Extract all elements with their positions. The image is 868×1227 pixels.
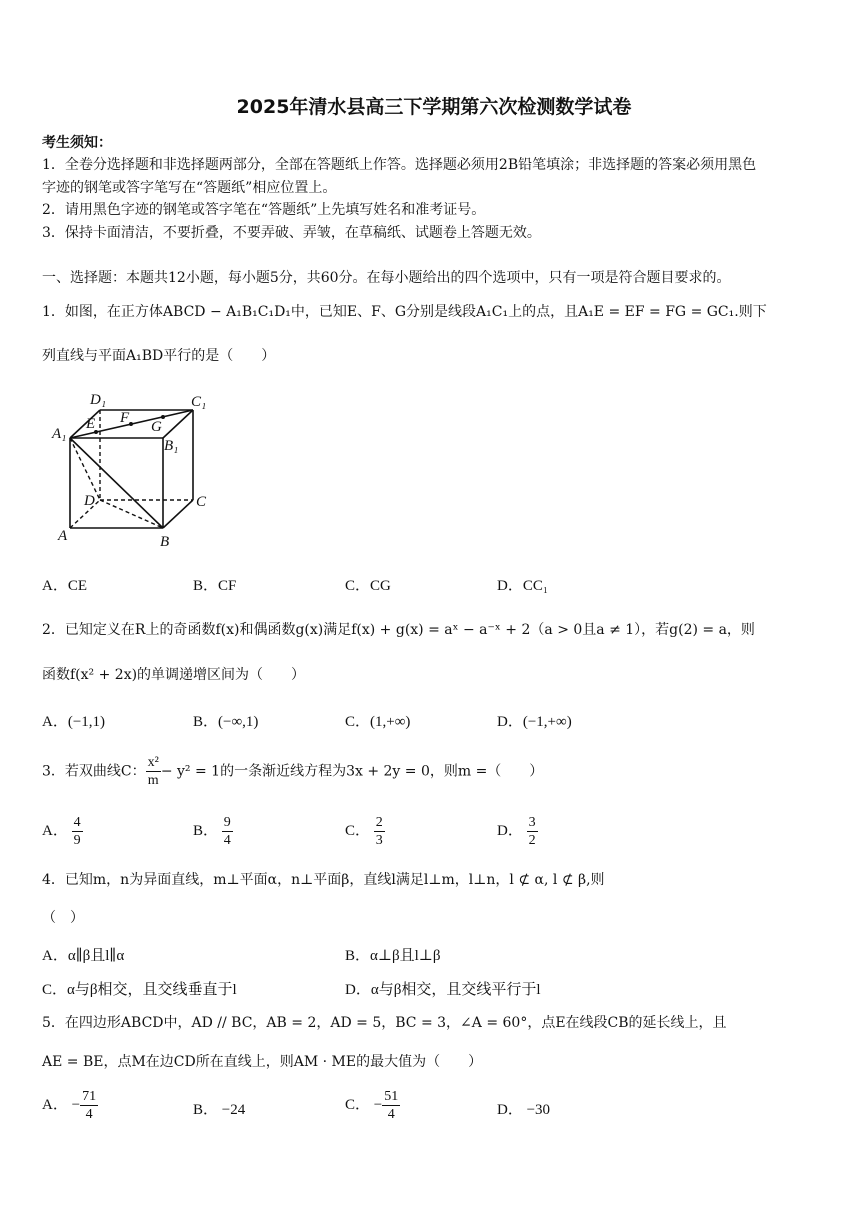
label-b1: B₁ — [164, 438, 179, 454]
q3-fraction — [146, 754, 161, 789]
q3-prefix: 3．若双曲线C： — [42, 763, 146, 780]
q5-option-c[interactable] — [345, 1088, 400, 1123]
q1-option-b[interactable]: B．CF — [193, 578, 237, 594]
notice-item: 字迹的钢笔或答字笔写在“答题纸”相应位置上。 — [42, 180, 337, 196]
q2-option-b[interactable]: B．(−∞,1) — [193, 714, 259, 730]
option-fraction — [80, 1088, 98, 1123]
frac-num: 9 — [223, 815, 231, 830]
q5-option-b[interactable] — [193, 1098, 245, 1119]
frac-den: 4 — [85, 1107, 93, 1122]
q3-option-b[interactable] — [193, 814, 233, 849]
option-label: D． — [497, 1102, 523, 1118]
label-d1: D₁ — [90, 392, 107, 408]
q2-option-c[interactable]: C．(1,+∞) — [345, 714, 411, 730]
option-fraction — [222, 814, 233, 849]
q4-option-c[interactable]: C．α与β相交，且交线垂直于l — [42, 982, 237, 998]
q2-stem-line1: 2．已知定义在R上的奇函数f(x)和偶函数g(x)满足f(x) + g(x) = aˣ − a⁻ˣ + 2（a > 0且a ≠ 1），若g(2) = a，则 — [42, 622, 755, 638]
q4-option-a[interactable]: A．α∥β且l∥α — [42, 948, 125, 964]
label-f: F — [120, 410, 130, 426]
q4-stem-line2: （ ） — [42, 910, 84, 926]
option-sign: − — [373, 1096, 383, 1113]
q3-option-a[interactable] — [42, 814, 83, 849]
label-c1: C₁ — [191, 394, 207, 410]
frac-den: 3 — [375, 833, 383, 848]
q3-suffix: − y² = 1的一条渐近线方程为3x + 2y = 0，则m =（ ） — [160, 763, 544, 780]
segment-bd-hidden — [100, 500, 163, 528]
edge-bc — [163, 500, 193, 528]
q3-stem — [42, 754, 543, 789]
label-a: A — [58, 528, 68, 544]
option-label: C． — [345, 1096, 371, 1113]
frac-num: 3 — [528, 815, 536, 830]
option-fraction — [72, 814, 83, 849]
q1-option-d[interactable]: D．CC₁ — [497, 578, 549, 594]
notice-item: 1．全卷分选择题和非选择题两部分，全部在答题纸上作答。选择题必须用2B铅笔填涂；非选择题的答案必须用黑色 — [42, 157, 757, 173]
q2-option-a[interactable]: A．(−1,1) — [42, 714, 106, 730]
frac-den: 4 — [223, 833, 231, 848]
option-label: B． — [193, 822, 219, 839]
option-value: −30 — [526, 1102, 551, 1118]
option-value: −24 — [221, 1102, 246, 1118]
q3-option-d[interactable] — [497, 814, 538, 849]
label-b: B — [160, 534, 170, 550]
option-label: D． — [497, 822, 523, 839]
label-e: E — [86, 416, 96, 432]
q1-stem-line2: 列直线与平面A₁BD平行的是（ ） — [42, 348, 276, 364]
option-fraction — [382, 1088, 400, 1123]
page-title: 2025年清水县高三下学期第六次检测数学试卷 — [236, 96, 632, 118]
frac-den: 2 — [528, 833, 536, 848]
q5-option-a[interactable] — [42, 1088, 98, 1123]
frac-num: 4 — [73, 815, 81, 830]
frac-den: 9 — [73, 833, 81, 848]
q5-option-d[interactable] — [497, 1098, 550, 1119]
q3-frac-num: x² — [147, 755, 159, 770]
notice-item: 3．保持卡面清洁，不要折叠，不要弄破、弄皱，在草稿纸、试题卷上答题无效。 — [42, 225, 541, 241]
cube-figure — [48, 388, 218, 553]
option-label: C． — [345, 822, 371, 839]
option-label: A． — [42, 822, 68, 839]
q5-stem-line1: 5．在四边形ABCD中，AD // BC，AB = 2，AD = 5，BC = 3，∠A = 60°，点E在线段CB的延长线上，且 — [42, 1015, 727, 1031]
label-d: D — [84, 493, 95, 509]
option-label: A． — [42, 1096, 68, 1113]
notice-item: 2．请用黑色字迹的钢笔或答字笔在“答题纸”上先填写姓名和准考证号。 — [42, 202, 486, 218]
q4-option-b[interactable]: B．α⊥β且l⊥β — [345, 948, 441, 964]
q2-option-d[interactable]: D．(−1,+∞) — [497, 714, 572, 730]
option-fraction — [527, 814, 538, 849]
q5-stem-line2: AE = BE，点M在边CD所在直线上，则AM · ME的最大值为（ ） — [42, 1054, 483, 1070]
q2-stem-line2: 函数f(x² + 2x)的单调递增区间为（ ） — [42, 667, 306, 683]
option-sign: − — [71, 1096, 81, 1113]
q4-option-d[interactable]: D．α与β相交，且交线平行于l — [345, 982, 541, 998]
q1-stem-line1: 1．如图，在正方体ABCD − A₁B₁C₁D₁中，已知E、F、G分别是线段A₁C₁上的点，且A₁E = EF = FG = GC₁.则下 — [42, 304, 767, 320]
segment-a1d-hidden — [70, 438, 100, 500]
frac-num: 2 — [375, 815, 383, 830]
q1-option-c[interactable]: C．CG — [345, 578, 391, 594]
segment-a1b — [70, 438, 163, 528]
frac-num: 71 — [82, 1089, 97, 1104]
label-a1: A₁ — [52, 426, 67, 442]
q3-frac-den: m — [147, 773, 159, 788]
q3-option-c[interactable] — [345, 814, 385, 849]
q1-option-a[interactable]: A．CE — [42, 578, 88, 594]
option-fraction — [374, 814, 385, 849]
point-f — [129, 422, 133, 426]
section-heading: 一、选择题：本题共12小题，每小题5分，共60分。在每小题给出的四个选项中，只有一项是符合题目要求的。 — [42, 270, 731, 286]
option-label: B． — [193, 1102, 219, 1118]
notice-heading: 考生须知： — [42, 135, 112, 151]
q4-stem-line1: 4．已知m，n为异面直线，m⊥平面α，n⊥平面β，直线l满足l⊥m，l⊥n，l ⊄ α, l ⊄ β,则 — [42, 872, 605, 888]
label-g: G — [151, 419, 162, 435]
label-c: C — [196, 494, 207, 510]
frac-num: 51 — [384, 1089, 399, 1104]
frac-den: 4 — [387, 1107, 395, 1122]
